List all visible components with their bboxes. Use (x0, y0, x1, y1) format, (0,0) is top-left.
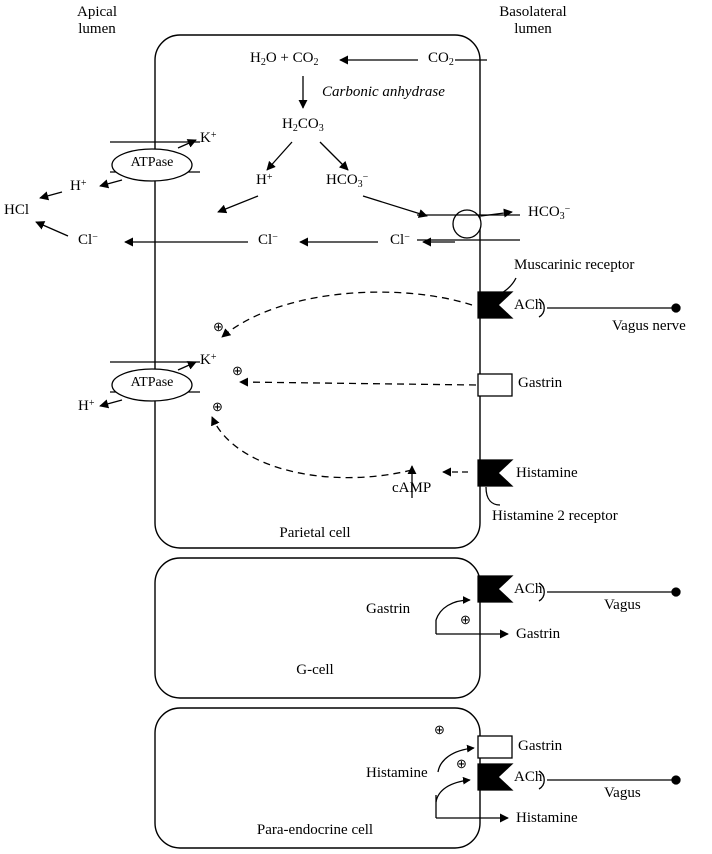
para-histamine-out-label: Histamine (516, 810, 578, 826)
chloride-to-hcl-arrow (36, 222, 68, 236)
muscarinic-signal-path (222, 292, 472, 337)
gcell-gastrin-in-label: Gastrin (366, 601, 411, 617)
bicarbonate-to-exchanger-arrow (363, 196, 427, 216)
carbonic-acid-label: $H_2CO_3$ (282, 116, 324, 134)
gastrin-parietal-label: Gastrin (518, 375, 563, 391)
h-export-top-arrow (100, 180, 122, 186)
para-histamine-in-label: Histamine (366, 765, 428, 781)
gastrin-receptor-para (478, 736, 512, 758)
plus-camp: ⊕ (212, 399, 223, 414)
gcell-plus: ⊕ (460, 612, 471, 627)
histamine2-receptor-label: Histamine 2 receptor (492, 508, 618, 524)
k-uptake-top-arrow (178, 140, 196, 148)
histamine-parietal-label: Histamine (516, 465, 578, 481)
receptor-wedges (478, 292, 512, 790)
chloride-in-label: Cl− (390, 232, 410, 249)
vagus-nerve-label: Vagus nerve (612, 318, 686, 334)
para-ach-receptor-shape (478, 764, 512, 790)
histamine2-receptor-shape (478, 460, 512, 486)
para-plus-bottom: ⊕ (456, 756, 467, 771)
chloride-mid-label: Cl− (258, 232, 278, 249)
gcell-gastrin-out-label: Gastrin (516, 626, 561, 642)
g-cell-label: G-cell (296, 662, 334, 678)
proton-to-apical-arrow (218, 196, 258, 212)
h2co3-to-bicarbonate-arrow (320, 142, 348, 170)
potassium-bottom-label: K+ (200, 352, 217, 369)
plus-muscarinic: ⊕ (213, 319, 224, 334)
para-vagus-label: Vagus (604, 785, 641, 801)
muscarinic-receptor-shape (478, 292, 512, 318)
proton-apical-bottom-label: H+ (78, 398, 95, 415)
gcell-ach-label: ACh (514, 581, 543, 597)
carbonic-anhydrase-label: Carbonic anhydrase (322, 84, 445, 100)
plus-gastrin: ⊕ (232, 363, 243, 378)
hcl-label: HCl (4, 202, 30, 218)
para-endocrine-cell-label: Para-endocrine cell (256, 822, 374, 838)
camp-signal-path (212, 417, 412, 478)
atpase-bottom-label: ATPase (130, 375, 174, 390)
chloride-out-label: Cl− (78, 232, 98, 249)
gastrin-signal-path (240, 382, 476, 385)
para-ach-signal-curve (436, 780, 470, 802)
para-ach-label: ACh (514, 769, 543, 785)
gastrin-receptor-parietal (478, 374, 512, 396)
vagus-nerve-terminal-gcell (672, 588, 680, 596)
apical-lumen-label: Apical lumen (77, 4, 117, 37)
proton-apical-top-label: H+ (70, 178, 87, 195)
gcell-ach-receptor-shape (478, 576, 512, 602)
para-plus-top: ⊕ (434, 722, 445, 737)
proton-to-hcl-arrow (40, 192, 62, 198)
k-uptake-bottom-arrow (178, 362, 196, 370)
h2co3-to-proton-arrow (267, 142, 292, 170)
ach-parietal-label: ACh (514, 297, 543, 313)
atpase-top-label: ATPase (130, 155, 174, 170)
para-gastrin-label: Gastrin (518, 738, 563, 754)
histamine2-receptor-leader (486, 487, 500, 505)
camp-label: cAMP (392, 480, 432, 496)
potassium-top-label: K+ (200, 130, 217, 147)
basolateral-lumen-label: Basolateral lumen (499, 4, 567, 37)
co2-entry-label: $CO_2$ (428, 50, 454, 68)
water-co2-label: $H_2O + CO_2$ (250, 50, 319, 68)
bicarbonate-out-label: $HCO_3^-$ (528, 204, 571, 222)
vagus-nerve-terminal-parietal (672, 304, 680, 312)
parietal-cell-label: Parietal cell (279, 525, 351, 541)
chloride-bicarbonate-exchanger (453, 210, 481, 238)
parietal-cell-outline (155, 35, 480, 548)
h-export-bottom-arrow (100, 400, 122, 406)
proton-mid-label: H+ (256, 172, 273, 189)
muscarinic-receptor-label: Muscarinic receptor (514, 257, 635, 273)
gcell-vagus-label: Vagus (604, 597, 641, 613)
vagus-nerve-terminal-para (672, 776, 680, 784)
bicarbonate-mid-label: $HCO_3^-$ (326, 172, 369, 190)
